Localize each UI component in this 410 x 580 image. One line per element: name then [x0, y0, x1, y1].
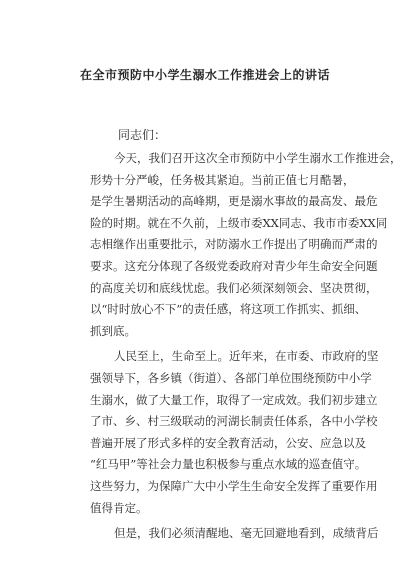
paragraph-line: 以“时时放心不下”的责任感，将这项工作抓实、抓细、 [90, 302, 367, 317]
paragraph-line: 强领导下，各乡镇（街道）、各部门单位围绕预防中小学 [90, 370, 372, 385]
paragraph-line: 这些努力，为保障广大中小学生生命安全发挥了重要作用 [90, 478, 378, 493]
paragraph-line: “红马甲”等社会力量也积极参与重点水域的巡查值守。 [90, 457, 367, 472]
paragraph-line: 普遍开展了形式多样的安全教育活动，公安、应急以及 [90, 435, 366, 450]
paragraph-line: 形势十分严峻，任务极其紧迫。当前正值七月酷暑， [90, 172, 355, 187]
paragraph-line: 了市、乡、村三级联动的河湖长制责任体系，各中小学校 [90, 414, 378, 429]
paragraph-line: 险的时期。就在不久前，上级市委XX同志、我市市委XX同 [90, 215, 388, 230]
salutation: 同志们： [118, 128, 167, 142]
paragraph-line: 今天，我们召开这次全市预防中小学生溺水工作推进会， [114, 151, 402, 165]
paragraph-line: 要求。这充分体现了各级党委政府对青少年生命安全问题 [90, 258, 378, 273]
paragraph-line: 是学生暑期活动的高峰期，更是溺水事故的最高发、最危 [90, 194, 378, 209]
paragraph-line: 生溺水，做了大量工作，取得了一定成效。我们初步建立 [90, 392, 378, 407]
document-body [90, 148, 402, 545]
paragraph-line: 的高度关切和底线忧虑。我们必须深刻领会、坚决贯彻， [90, 280, 378, 295]
document-title: 在全市预防中小学生溺水工作推进会上的讲话 [79, 68, 330, 82]
paragraph-line: 但是，我们必须清醒地、毫无回避地看到，成绩背后 [114, 526, 379, 541]
paragraph-line: 人民至上，生命至上。近年来，在市委、市政府的坚 [114, 349, 379, 364]
paragraph-line: 抓到底。 [90, 323, 136, 338]
paragraph-line: 志相继作出重要批示，对防溺水工作提出了明确而严肃的 [90, 237, 378, 252]
paragraph-line: 值得肯定。 [90, 500, 148, 515]
